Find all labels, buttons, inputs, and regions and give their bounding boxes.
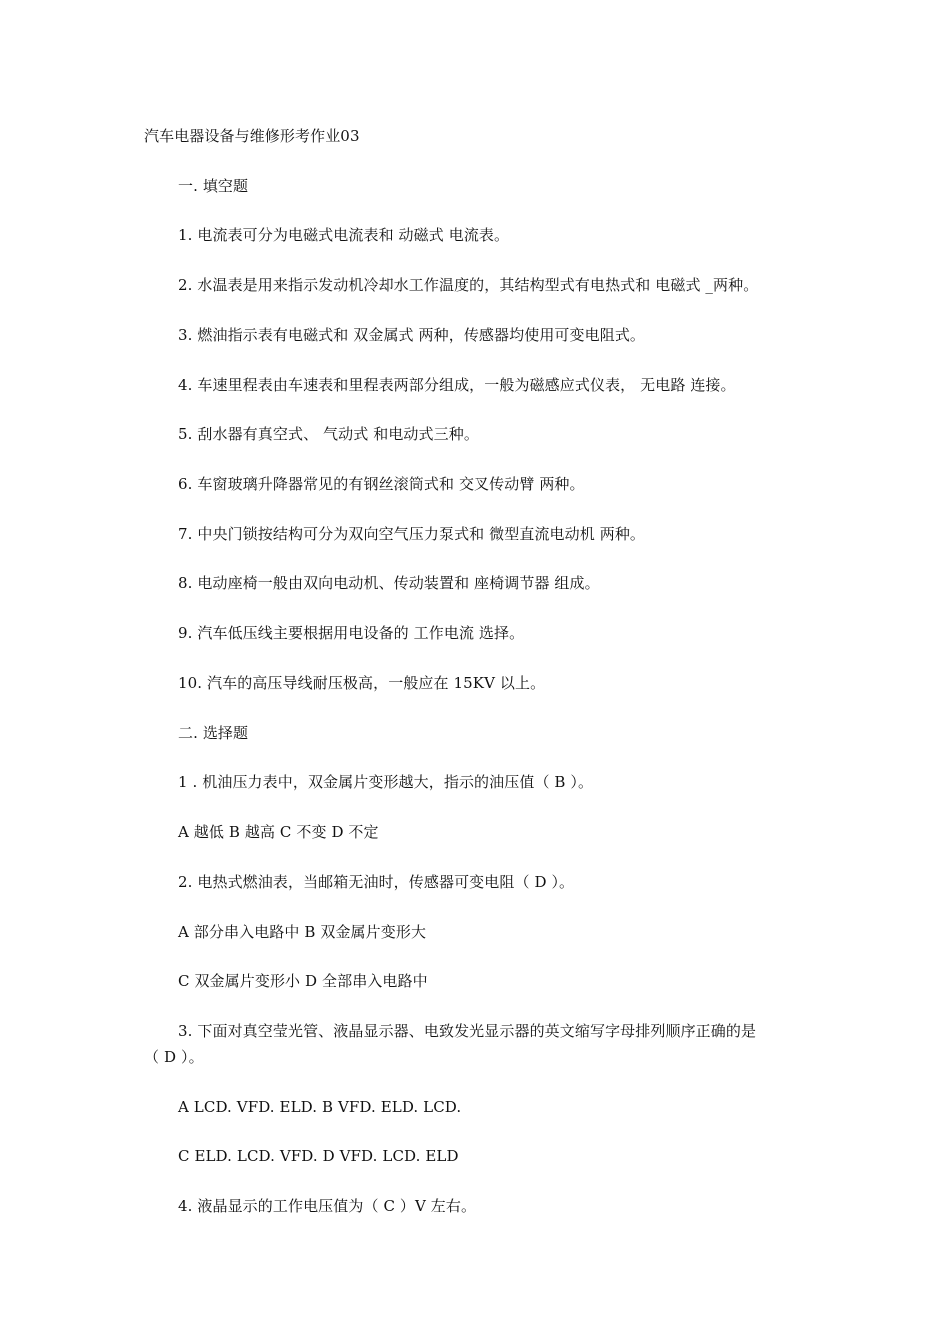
- choice-options-2b: C 双金属片变形小 D 全部串入电路中: [178, 972, 428, 990]
- fill-blank-item-4: 4. 车速里程表由车速表和里程表两部分组成，一般为磁感应式仪表， 无电路 连接。: [178, 376, 736, 394]
- fill-blank-item-9: 9. 汽车低压线主要根据用电设备的 工作电流 选择。: [178, 624, 525, 642]
- choice-options-3a: A LCD. VFD. ELD. B VFD. ELD. LCD.: [178, 1098, 462, 1116]
- choice-question-4: 4. 液晶显示的工作电压值为（ C ）V 左右。: [178, 1197, 477, 1215]
- fill-blank-item-10: 10. 汽车的高压导线耐压极高，一般应在 15KV 以上。: [178, 674, 546, 692]
- fill-blank-item-8: 8. 电动座椅一般由双向电动机、传动装置和 座椅调节器 组成。: [178, 574, 600, 592]
- fill-blank-item-3: 3. 燃油指示表有电磁式和 双金属式 两种，传感器均使用可变电阻式。: [178, 326, 646, 344]
- choice-options-3b: C ELD. LCD. VFD. D VFD. LCD. ELD: [178, 1147, 459, 1165]
- choice-options-1: A 越低 B 越高 C 不变 D 不定: [178, 823, 379, 841]
- choice-question-3: 3. 下面对真空莹光管、液晶显示器、电致发光显示器的英文缩写字母排列顺序正确的是: [178, 1022, 757, 1040]
- section-heading-fill-blank: 一. 填空题: [178, 177, 249, 195]
- fill-blank-item-5: 5. 刮水器有真空式、 气动式 和电动式三种。: [178, 425, 479, 443]
- choice-question-2: 2. 电热式燃油表，当邮箱无油时，传感器可变电阻（ D ）。: [178, 873, 575, 891]
- choice-question-3-answer: （ D ）。: [144, 1048, 204, 1066]
- fill-blank-item-7: 7. 中央门锁按结构可分为双向空气压力泵式和 微型直流电动机 两种。: [178, 525, 646, 543]
- choice-options-2a: A 部分串入电路中 B 双金属片变形大: [178, 923, 427, 941]
- document-title: 汽车电器设备与维修形考作业03: [144, 127, 360, 145]
- section-heading-multiple-choice: 二. 选择题: [178, 724, 249, 742]
- fill-blank-item-2: 2. 水温表是用来指示发动机冷却水工作温度的，其结构型式有电热式和 电磁式 _两种。: [178, 276, 759, 294]
- fill-blank-item-6: 6. 车窗玻璃升降器常见的有钢丝滚筒式和 交叉传动臂 两种。: [178, 475, 585, 493]
- choice-question-1: 1 . 机油压力表中，双金属片变形越大，指示的油压值（ B ）。: [178, 773, 594, 791]
- fill-blank-item-1: 1. 电流表可分为电磁式电流表和 动磁式 电流表。: [178, 226, 510, 244]
